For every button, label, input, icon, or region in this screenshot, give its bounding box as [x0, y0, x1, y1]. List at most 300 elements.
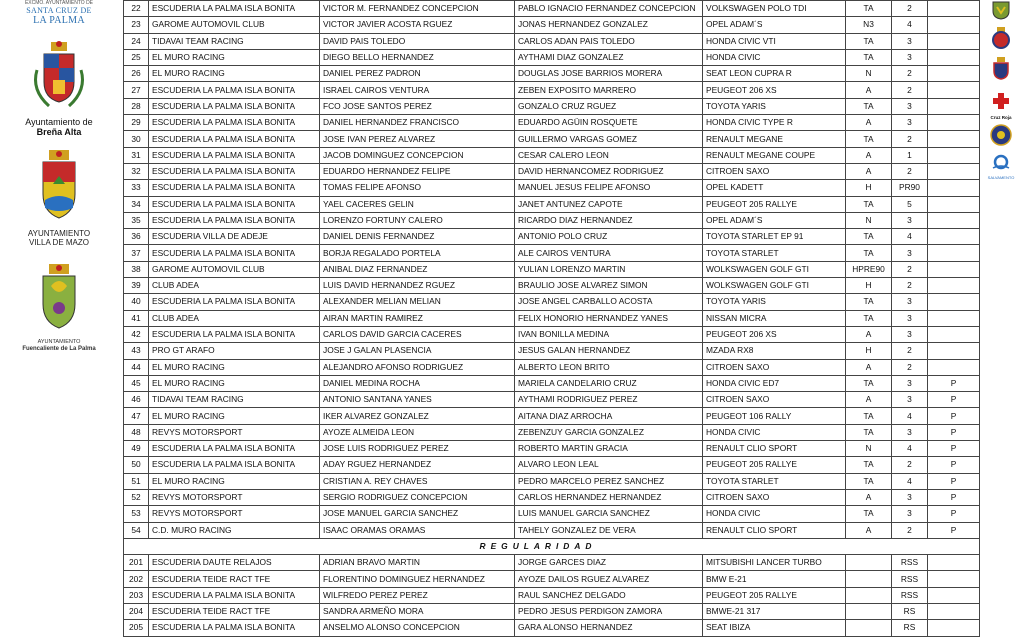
extra-flag-cell [928, 196, 980, 212]
team-name-cell: ESCUDERIA LA PALMA ISLA BONITA [149, 587, 320, 603]
driver-name-cell: ISRAEL CAIROS VENTURA [320, 82, 515, 98]
section-header-row [124, 538, 980, 554]
team-name-cell: ESCUDERIA LA PALMA ISLA BONITA [149, 620, 320, 636]
extra-flag-cell [928, 33, 980, 49]
extra-flag-cell [928, 212, 980, 228]
extra-flag-cell: P [928, 441, 980, 457]
extra-flag-cell [928, 310, 980, 326]
driver-name-cell: ADAY RGUEZ HERNANDEZ [320, 457, 515, 473]
extra-flag-cell [928, 555, 980, 571]
cruz-roja-label: Cruz Roja [990, 115, 1012, 120]
codriver-name-cell: AYTHAMI RODRIGUEZ PEREZ [515, 392, 703, 408]
entry-number-cell: 204 [124, 603, 149, 619]
class-cell: 4 [892, 17, 928, 33]
codriver-name-cell: PEDRO MARCELO PEREZ SANCHEZ [515, 473, 703, 489]
table-row [124, 473, 980, 489]
table-row [124, 441, 980, 457]
category-cell: TA [846, 229, 892, 245]
driver-name-cell: JACOB DOMINGUEZ CONCEPCION [320, 147, 515, 163]
entry-number-cell: 53 [124, 506, 149, 522]
car-model-cell: PEUGEOT 205 RALLYE [703, 196, 846, 212]
extra-flag-cell: P [928, 424, 980, 440]
entry-number-cell: 31 [124, 147, 149, 163]
extra-flag-cell [928, 587, 980, 603]
codriver-name-cell: DOUGLAS JOSE BARRIOS MORERA [515, 66, 703, 82]
sponsor-shield-icon [984, 0, 1018, 25]
entry-number-cell: 33 [124, 180, 149, 196]
entry-number-cell: 45 [124, 375, 149, 391]
category-cell [846, 620, 892, 636]
car-model-cell: CITROEN SAXO [703, 163, 846, 179]
category-cell: TA [846, 294, 892, 310]
team-name-cell: CLUB ADEA [149, 310, 320, 326]
table-row [124, 294, 980, 310]
codriver-name-cell: ROBERTO MARTIN GRACIA [515, 441, 703, 457]
table-row [124, 98, 980, 114]
entry-number-cell: 49 [124, 441, 149, 457]
category-cell: N [846, 212, 892, 228]
car-model-cell: HONDA CIVIC [703, 506, 846, 522]
category-cell: TA [846, 506, 892, 522]
category-cell [846, 555, 892, 571]
extra-flag-cell: P [928, 489, 980, 505]
team-name-cell: CLUB ADEA [149, 278, 320, 294]
class-cell: 2 [892, 1, 928, 17]
team-name-cell: GAROME AUTOMOVIL CLUB [149, 17, 320, 33]
extra-flag-cell [928, 66, 980, 82]
class-cell: 2 [892, 163, 928, 179]
car-model-cell: TOYOTA STARLET [703, 473, 846, 489]
class-cell: 2 [892, 82, 928, 98]
codriver-name-cell: ALVARO LEON LEAL [515, 457, 703, 473]
extra-flag-cell: P [928, 457, 980, 473]
class-cell: 3 [892, 326, 928, 342]
extra-flag-cell [928, 98, 980, 114]
driver-name-cell: IKER ALVAREZ GONZALEZ [320, 408, 515, 424]
table-row [124, 603, 980, 619]
class-cell: RSS [892, 587, 928, 603]
team-name-cell: ESCUDERIA LA PALMA ISLA BONITA [149, 98, 320, 114]
category-cell: A [846, 392, 892, 408]
driver-name-cell: EDUARDO HERNANDEZ FELIPE [320, 163, 515, 179]
extra-flag-cell [928, 131, 980, 147]
team-name-cell: ESCUDERIA TEIDE RACT TFE [149, 571, 320, 587]
team-name-cell: EL MURO RACING [149, 473, 320, 489]
team-name-cell: GAROME AUTOMOVIL CLUB [149, 261, 320, 277]
extra-flag-cell [928, 294, 980, 310]
regularidad-entries-body [124, 538, 980, 636]
team-name-cell: ESCUDERIA LA PALMA ISLA BONITA [149, 212, 320, 228]
entry-number-cell: 27 [124, 82, 149, 98]
entry-list-table-wrapper [123, 0, 980, 637]
entry-number-cell: 205 [124, 620, 149, 636]
codriver-name-cell: GUILLERMO VARGAS GOMEZ [515, 131, 703, 147]
class-cell: 2 [892, 261, 928, 277]
driver-name-cell: JOSE IVAN PEREZ ALVAREZ [320, 131, 515, 147]
table-row [124, 1, 980, 17]
car-model-cell: VOLKSWAGEN POLO TDI [703, 1, 846, 17]
codriver-name-cell: RICARDO DIAZ HERNANDEZ [515, 212, 703, 228]
entry-number-cell: 29 [124, 115, 149, 131]
entry-number-cell: 30 [124, 131, 149, 147]
extra-flag-cell [928, 180, 980, 196]
table-row [124, 408, 980, 424]
extra-flag-cell [928, 229, 980, 245]
codriver-name-cell: MARIELA CANDELARIO CRUZ [515, 375, 703, 391]
table-row [124, 49, 980, 65]
category-cell: TA [846, 1, 892, 17]
villa-mazo-line2: VILLA DE MAZO [28, 238, 90, 247]
team-name-cell: REVYS MOTORSPORT [149, 489, 320, 505]
table-row [124, 33, 980, 49]
guardia-civil-icon [984, 26, 1018, 55]
category-cell: A [846, 359, 892, 375]
driver-name-cell: LUIS DAVID HERNANDEZ RGUEZ [320, 278, 515, 294]
villa-mazo-logo [0, 148, 118, 247]
category-cell: TA [846, 310, 892, 326]
entry-number-cell: 32 [124, 163, 149, 179]
team-name-cell: ESCUDERIA LA PALMA ISLA BONITA [149, 82, 320, 98]
codriver-name-cell: GONZALO CRUZ RGUEZ [515, 98, 703, 114]
salvamento-logo [984, 154, 1018, 180]
codriver-name-cell: RAUL SANCHEZ DELGADO [515, 587, 703, 603]
codriver-name-cell: DAVID HERNANCOMEZ RODRIGUEZ [515, 163, 703, 179]
driver-name-cell: SANDRA ARMEÑO MORA [320, 603, 515, 619]
table-row [124, 522, 980, 538]
category-cell: A [846, 163, 892, 179]
table-row [124, 115, 980, 131]
entry-number-cell: 50 [124, 457, 149, 473]
car-model-cell: PEUGEOT 206 XS [703, 82, 846, 98]
car-model-cell: HONDA CIVIC [703, 49, 846, 65]
class-cell: 5 [892, 196, 928, 212]
table-row [124, 131, 980, 147]
table-row [124, 326, 980, 342]
entry-number-cell: 38 [124, 261, 149, 277]
table-row [124, 375, 980, 391]
codriver-name-cell: JONAS HERNANDEZ GONZALEZ [515, 17, 703, 33]
team-name-cell: C.D. MURO RACING [149, 522, 320, 538]
table-row [124, 310, 980, 326]
class-cell: 3 [892, 212, 928, 228]
fuencaliente-shield-icon [37, 262, 81, 330]
extra-flag-cell [928, 620, 980, 636]
car-model-cell: RENAULT CLIO SPORT [703, 441, 846, 457]
driver-name-cell: JOSE J GALAN PLASENCIA [320, 343, 515, 359]
table-row [124, 392, 980, 408]
table-row [124, 245, 980, 261]
table-row [124, 424, 980, 440]
team-name-cell: TIDAVAI TEAM RACING [149, 33, 320, 49]
team-name-cell: ESCUDERIA LA PALMA ISLA BONITA [149, 457, 320, 473]
table-row [124, 555, 980, 571]
driver-name-cell: FCO JOSE SANTOS PEREZ [320, 98, 515, 114]
driver-name-cell: DANIEL DENIS FERNANDEZ [320, 229, 515, 245]
team-name-cell: ESCUDERIA TEIDE RACT TFE [149, 603, 320, 619]
team-name-cell: ESCUDERIA LA PALMA ISLA BONITA [149, 441, 320, 457]
extra-flag-cell [928, 115, 980, 131]
driver-name-cell: ANSELMO ALONSO CONCEPCION [320, 620, 515, 636]
codriver-name-cell: TAHELY GONZALEZ DE VERA [515, 522, 703, 538]
entry-number-cell: 47 [124, 408, 149, 424]
car-model-cell: PEUGEOT 205 RALLYE [703, 587, 846, 603]
team-name-cell: REVYS MOTORSPORT [149, 424, 320, 440]
codriver-name-cell: FELIX HONORIO HERNANDEZ YANES [515, 310, 703, 326]
codriver-name-cell: YULIAN LORENZO MARTIN [515, 261, 703, 277]
car-model-cell: HONDA CIVIC TYPE R [703, 115, 846, 131]
team-name-cell: ESCUDERIA LA PALMA ISLA BONITA [149, 147, 320, 163]
class-cell: 2 [892, 522, 928, 538]
santa-cruz-line2: SANTA CRUZ DE [26, 6, 92, 15]
table-row [124, 229, 980, 245]
section-title: REGULARIDAD [149, 538, 928, 554]
car-model-cell: RENAULT CLIO SPORT [703, 522, 846, 538]
codriver-name-cell: CARLOS HERNANDEZ HERNANDEZ [515, 489, 703, 505]
codriver-name-cell: PEDRO JESUS PERDIGON ZAMORA [515, 603, 703, 619]
table-row [124, 82, 980, 98]
extra-flag-cell [928, 571, 980, 587]
driver-name-cell: DANIEL MEDINA ROCHA [320, 375, 515, 391]
driver-name-cell: ALEXANDER MELIAN MELIAN [320, 294, 515, 310]
codriver-name-cell: LUIS MANUEL GARCIA SANCHEZ [515, 506, 703, 522]
brena-alta-logo [0, 40, 118, 137]
category-cell: TA [846, 473, 892, 489]
class-cell: 4 [892, 441, 928, 457]
driver-name-cell: VICTOR M. FERNANDEZ CONCEPCION [320, 1, 515, 17]
entry-number-cell: 48 [124, 424, 149, 440]
codriver-name-cell: PABLO IGNACIO FERNANDEZ CONCEPCION [515, 1, 703, 17]
extra-flag-cell [928, 1, 980, 17]
extra-flag-cell [928, 343, 980, 359]
extra-flag-cell [928, 17, 980, 33]
right-logo-column [978, 0, 1024, 200]
class-cell: 2 [892, 359, 928, 375]
car-model-cell: TOYOTA STARLET EP 91 [703, 229, 846, 245]
car-model-cell: OPEL ADAM´S [703, 212, 846, 228]
category-cell: A [846, 115, 892, 131]
driver-name-cell: BORJA REGALADO PORTELA [320, 245, 515, 261]
table-row [124, 278, 980, 294]
category-cell: A [846, 489, 892, 505]
class-cell: 2 [892, 457, 928, 473]
car-model-cell: TOYOTA YARIS [703, 294, 846, 310]
table-row [124, 506, 980, 522]
extra-flag-cell [928, 82, 980, 98]
team-name-cell: ESCUDERIA LA PALMA ISLA BONITA [149, 163, 320, 179]
table-row [124, 17, 980, 33]
entry-number-cell: 40 [124, 294, 149, 310]
class-cell: RS [892, 620, 928, 636]
team-name-cell: ESCUDERIA VILLA DE ADEJE [149, 229, 320, 245]
driver-name-cell: ALEJANDRO AFONSO RODRIGUEZ [320, 359, 515, 375]
left-logo-column [0, 0, 118, 635]
class-cell: PR90 [892, 180, 928, 196]
entry-number-cell: 37 [124, 245, 149, 261]
car-model-cell: HONDA CIVIC ED7 [703, 375, 846, 391]
team-name-cell: ESCUDERIA LA PALMA ISLA BONITA [149, 245, 320, 261]
codriver-name-cell: CESAR CALERO LEON [515, 147, 703, 163]
class-cell: 3 [892, 392, 928, 408]
table-row [124, 147, 980, 163]
car-model-cell: TOYOTA YARIS [703, 98, 846, 114]
codriver-name-cell: CARLOS ADAN PAIS TOLEDO [515, 33, 703, 49]
category-cell: TA [846, 424, 892, 440]
class-cell: 3 [892, 375, 928, 391]
driver-name-cell: AYOZE ALMEIDA LEON [320, 424, 515, 440]
team-name-cell: ESCUDERIA LA PALMA ISLA BONITA [149, 180, 320, 196]
car-model-cell: RENAULT MEGANE COUPE [703, 147, 846, 163]
category-cell: H [846, 343, 892, 359]
team-name-cell: EL MURO RACING [149, 359, 320, 375]
extra-flag-cell [928, 326, 980, 342]
driver-name-cell: ISAAC ORAMAS ORAMAS [320, 522, 515, 538]
category-cell: TA [846, 49, 892, 65]
villa-mazo-line1: AYUNTAMIENTO [27, 229, 91, 238]
driver-name-cell: FLORENTINO DOMINGUEZ HERNANDEZ [320, 571, 515, 587]
extra-flag-cell [928, 245, 980, 261]
codriver-name-cell: AYTHAMI DIAZ GONZALEZ [515, 49, 703, 65]
car-model-cell: OPEL KADETT [703, 180, 846, 196]
codriver-name-cell: ALBERTO LEON BRITO [515, 359, 703, 375]
class-cell: 3 [892, 424, 928, 440]
brena-alta-line2: Breña Alta [36, 127, 82, 137]
category-cell: N [846, 441, 892, 457]
villa-mazo-shield-icon [37, 148, 81, 220]
codriver-name-cell: ZEBENZUY GARCIA GONZALEZ [515, 424, 703, 440]
table-row [124, 343, 980, 359]
entry-number-cell: 41 [124, 310, 149, 326]
car-model-cell: BMW E-21 [703, 571, 846, 587]
car-model-cell: CITROEN SAXO [703, 359, 846, 375]
table-row [124, 571, 980, 587]
class-cell: 3 [892, 294, 928, 310]
entry-number-cell: 39 [124, 278, 149, 294]
entry-number-cell: 202 [124, 571, 149, 587]
category-cell: HPRE90 [846, 261, 892, 277]
category-cell: TA [846, 457, 892, 473]
class-cell: 1 [892, 147, 928, 163]
entry-number-cell: 24 [124, 33, 149, 49]
car-model-cell: SEAT LEON CUPRA R [703, 66, 846, 82]
class-cell: 2 [892, 343, 928, 359]
team-name-cell: EL MURO RACING [149, 66, 320, 82]
extra-flag-cell: P [928, 522, 980, 538]
codriver-name-cell: MANUEL JESUS FELIPE AFONSO [515, 180, 703, 196]
entry-number-cell: 26 [124, 66, 149, 82]
extra-flag-cell [928, 49, 980, 65]
category-cell: A [846, 522, 892, 538]
class-cell: 3 [892, 506, 928, 522]
codriver-name-cell: GARA ALONSO HERNANDEZ [515, 620, 703, 636]
red-cross-icon [992, 92, 1010, 110]
category-cell: TA [846, 196, 892, 212]
entry-number-cell: 44 [124, 359, 149, 375]
fuencaliente-logo [0, 262, 118, 353]
team-name-cell: TIDAVAI TEAM RACING [149, 392, 320, 408]
entry-number-cell: 201 [124, 555, 149, 571]
category-cell [846, 587, 892, 603]
car-model-cell: PEUGEOT 205 RALLYE [703, 457, 846, 473]
extra-flag-cell: P [928, 375, 980, 391]
car-model-cell: HONDA CIVIC VTI [703, 33, 846, 49]
class-cell: 3 [892, 49, 928, 65]
class-cell: RSS [892, 571, 928, 587]
team-name-cell: ESCUDERIA LA PALMA ISLA BONITA [149, 294, 320, 310]
category-cell: N3 [846, 17, 892, 33]
class-cell: 2 [892, 131, 928, 147]
main-entries-body [124, 1, 980, 539]
entry-number-cell: 203 [124, 587, 149, 603]
entry-number-cell: 28 [124, 98, 149, 114]
codriver-name-cell: JANET ANTUNEZ CAPOTE [515, 196, 703, 212]
entry-number-cell: 43 [124, 343, 149, 359]
team-name-cell: EL MURO RACING [149, 408, 320, 424]
car-model-cell: TOYOTA STARLET [703, 245, 846, 261]
team-name-cell: EL MURO RACING [149, 375, 320, 391]
fuencaliente-line2: Fuencaliente de La Palma [22, 346, 96, 352]
category-cell: TA [846, 131, 892, 147]
team-name-cell: ESCUDERIA LA PALMA ISLA BONITA [149, 326, 320, 342]
proteccion-civil-icon [984, 124, 1018, 151]
extra-flag-cell: P [928, 506, 980, 522]
table-row [124, 587, 980, 603]
team-name-cell: PRO GT ARAFO [149, 343, 320, 359]
team-name-cell: ESCUDERIA LA PALMA ISLA BONITA [149, 115, 320, 131]
salvamento-label: SALVAMENTO [987, 175, 1015, 180]
car-model-cell: MITSUBISHI LANCER TURBO [703, 555, 846, 571]
table-row [124, 359, 980, 375]
entry-number-cell: 25 [124, 49, 149, 65]
class-cell: 3 [892, 489, 928, 505]
codriver-name-cell: IVAN BONILLA MEDINA [515, 326, 703, 342]
car-model-cell: SEAT IBIZA [703, 620, 846, 636]
codriver-name-cell: AYOZE DAILOS RGUEZ ALVAREZ [515, 571, 703, 587]
class-cell: 3 [892, 33, 928, 49]
car-model-cell: NISSAN MICRA [703, 310, 846, 326]
policia-icon [984, 56, 1018, 85]
brena-alta-shield-icon [29, 40, 89, 112]
table-row [124, 489, 980, 505]
driver-name-cell: ANIBAL DIAZ FERNANDEZ [320, 261, 515, 277]
category-cell: TA [846, 375, 892, 391]
codriver-name-cell: ALE CAIROS VENTURA [515, 245, 703, 261]
class-cell: 4 [892, 408, 928, 424]
cruz-roja-logo [984, 92, 1018, 120]
car-model-cell: PEUGEOT 106 RALLY [703, 408, 846, 424]
car-model-cell: CITROEN SAXO [703, 489, 846, 505]
entry-number-cell: 34 [124, 196, 149, 212]
codriver-name-cell: JOSE ANGEL CARBALLO ACOSTA [515, 294, 703, 310]
class-cell: 4 [892, 229, 928, 245]
driver-name-cell: AIRAN MARTIN RAMIREZ [320, 310, 515, 326]
class-cell: 3 [892, 98, 928, 114]
extra-flag-cell [928, 261, 980, 277]
extra-flag-cell [928, 359, 980, 375]
table-row [124, 66, 980, 82]
team-name-cell: ESCUDERIA LA PALMA ISLA BONITA [149, 196, 320, 212]
santa-cruz-line3: LA PALMA [33, 15, 85, 26]
car-model-cell: HONDA CIVIC [703, 424, 846, 440]
category-cell [846, 571, 892, 587]
extra-flag-cell [928, 147, 980, 163]
extra-flag-cell: P [928, 392, 980, 408]
table-row [124, 261, 980, 277]
entry-number-cell: 54 [124, 522, 149, 538]
class-cell: RSS [892, 555, 928, 571]
team-name-cell: ESCUDERIA DAUTE RELAJOS [149, 555, 320, 571]
extra-flag-cell: P [928, 473, 980, 489]
category-cell: TA [846, 98, 892, 114]
